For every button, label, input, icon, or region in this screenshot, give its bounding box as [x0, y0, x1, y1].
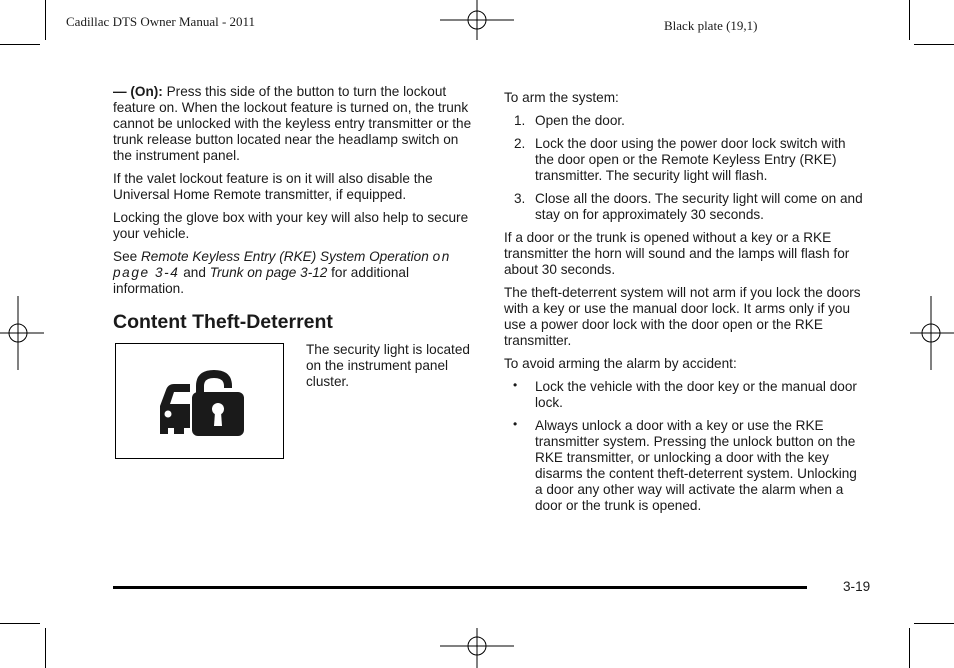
on-label: — (On):: [113, 84, 163, 99]
paragraph-valet: If the valet lockout feature is on it will also disable the Universal Home Remote transmitter, if equipped.: [113, 171, 433, 202]
crop-mark: [0, 44, 40, 45]
list-item: • Lock the vehicle with the door key or the manual door lock.: [513, 378, 857, 410]
paragraph-glovebox: Locking the glove box with your key will also help to secure your vehicle.: [113, 210, 469, 241]
registration-mark-right: [910, 296, 954, 370]
link-rke-page[interactable]: on page 3‑4: [113, 249, 451, 280]
avoid-bullets: [504, 379, 866, 514]
crop-mark: [914, 623, 954, 624]
list-item: 3. Close all the doors. The security light will come on and stay on for approximately 30 seconds.: [514, 191, 863, 222]
list-item: • Always unlock a door with a key or use the RKE transmitter system. Pressing the unlock button on the RKE transmitter, or unlocking a door with the key disarms the content theft-deterrent system. Unlocking a door any other way will activate the alarm when a door or the trunk is opened.: [513, 417, 857, 513]
left-column: [113, 84, 479, 304]
security-light-figure: [115, 343, 284, 459]
header-title: Cadillac DTS Owner Manual - 2011: [66, 14, 256, 29]
page-number: 3-19: [843, 579, 871, 594]
crop-mark: [914, 44, 954, 45]
list-item: 1. Open the door.: [514, 113, 625, 128]
avoid-intro: To avoid arming the alarm by accident:: [504, 356, 737, 371]
section-title: Content Theft-Deterrent: [113, 311, 333, 333]
bullet-icon: •: [513, 378, 518, 392]
header-plate: Black plate (19,1): [664, 18, 758, 33]
crop-mark: [45, 628, 46, 668]
bullet-icon: •: [513, 417, 518, 431]
arm-steps: [504, 113, 866, 223]
icon-caption: The security light is located on the instrument panel cluster.: [306, 342, 470, 389]
crop-mark: [909, 0, 910, 40]
security-light-icon: [154, 364, 254, 444]
paragraph-see-also: See Remote Keyless Entry (RKE) System Operation on page 3‑4 and Trunk on page 3‑12 for additional information.: [113, 249, 451, 296]
right-column: [504, 90, 866, 521]
paragraph-not-arm: The theft-deterrent system will not arm if you lock the doors with a key or use the manual door lock. It arms only if you use a power door lock with the door open or the RKE transmitter.: [504, 285, 861, 348]
footer-rule: [113, 586, 807, 589]
paragraph-on-lockout: — (On): Press this side of the button to turn the lockout feature on. When the lockout feature is turned on, the trunk cannot be unlocked with the keyless entry transmitter or the trunk release button located near the headlamp switch on the instrument panel.: [113, 84, 472, 163]
paragraph-opened: If a door or the trunk is opened without a key or a RKE transmitter the horn will sound and the lamps will flash for about 30 seconds.: [504, 230, 850, 277]
link-trunk[interactable]: Trunk on page 3‑12: [209, 265, 328, 280]
crop-mark: [45, 0, 46, 40]
crop-mark: [0, 623, 40, 624]
arm-intro: To arm the system:: [504, 90, 619, 105]
link-rke[interactable]: Remote Keyless Entry (RKE) System Operation: [140, 249, 433, 264]
crop-mark: [909, 628, 910, 668]
registration-mark-bottom: [440, 628, 514, 668]
list-item: 2. Lock the door using the power door lock switch with the door open or the Remote Keyless Entry (RKE) transmitter. The security light will flash.: [514, 136, 846, 183]
registration-mark-top: [440, 0, 514, 44]
registration-mark-left: [0, 296, 44, 370]
